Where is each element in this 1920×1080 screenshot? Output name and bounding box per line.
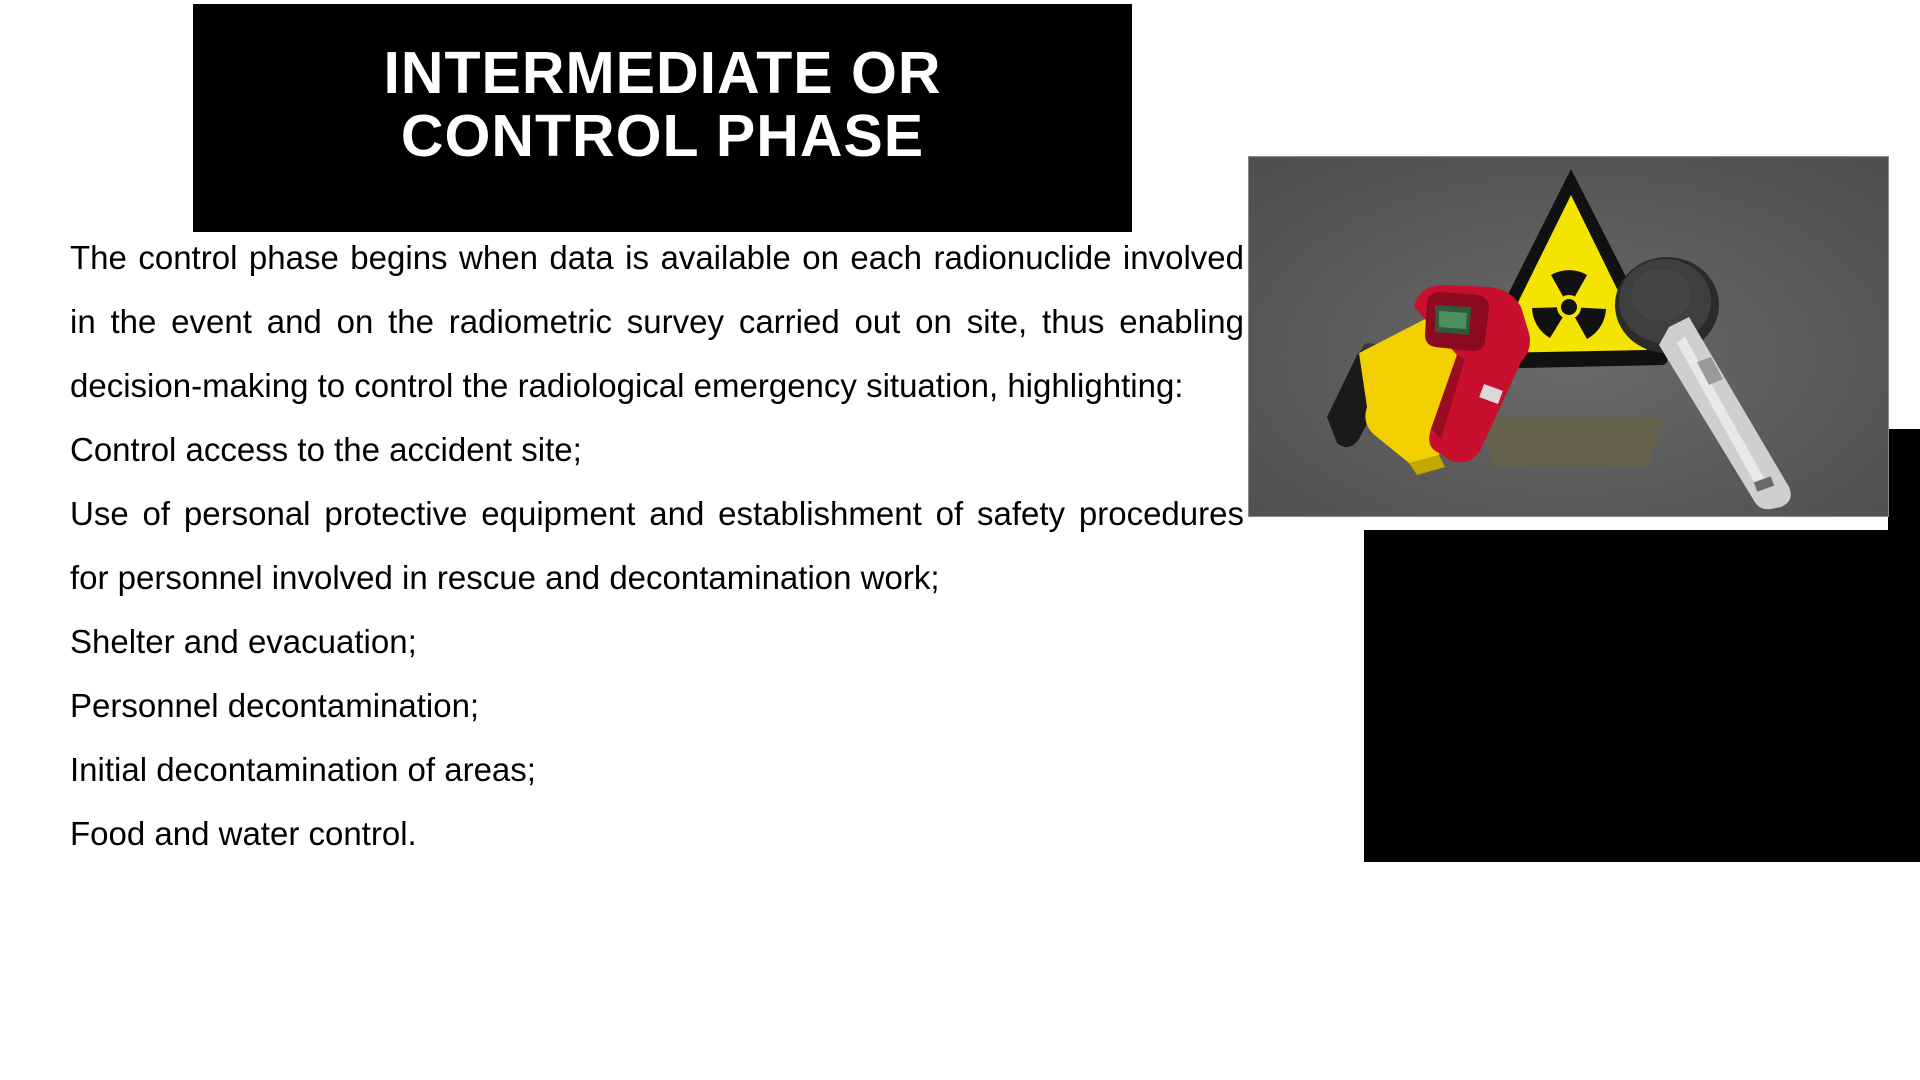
slide-body (70, 226, 1244, 866)
intro-paragraph: The control phase begins when data is available on each radionuclide involved in the event and on the radiometric survey carried out on site, thus enabling decision-making to control the radiological emergency situation, highlighting: (70, 239, 1244, 404)
radiation-meter-photo (1248, 156, 1889, 517)
list-item: Personnel decontamination; (70, 687, 480, 724)
decorative-black-strip (1888, 429, 1920, 533)
list-item: Initial decontamination of areas; (70, 751, 536, 788)
list-item: Food and water control. (70, 815, 417, 852)
radiation-survey-meter-icon (1249, 157, 1889, 517)
decorative-black-block (1364, 530, 1920, 862)
slide-title (383, 42, 941, 168)
title-banner (193, 4, 1132, 232)
slide-title-line-1: INTERMEDIATE OR (383, 40, 942, 106)
list-item: Use of personal protective equipment and establishment of safety procedures for personnel involved in rescue and decontamination work; (70, 495, 1244, 596)
list-item: Control access to the accident site; (70, 431, 582, 468)
list-item: Shelter and evacuation; (70, 623, 417, 660)
slide-title-line-2: CONTROL PHASE (400, 103, 925, 169)
